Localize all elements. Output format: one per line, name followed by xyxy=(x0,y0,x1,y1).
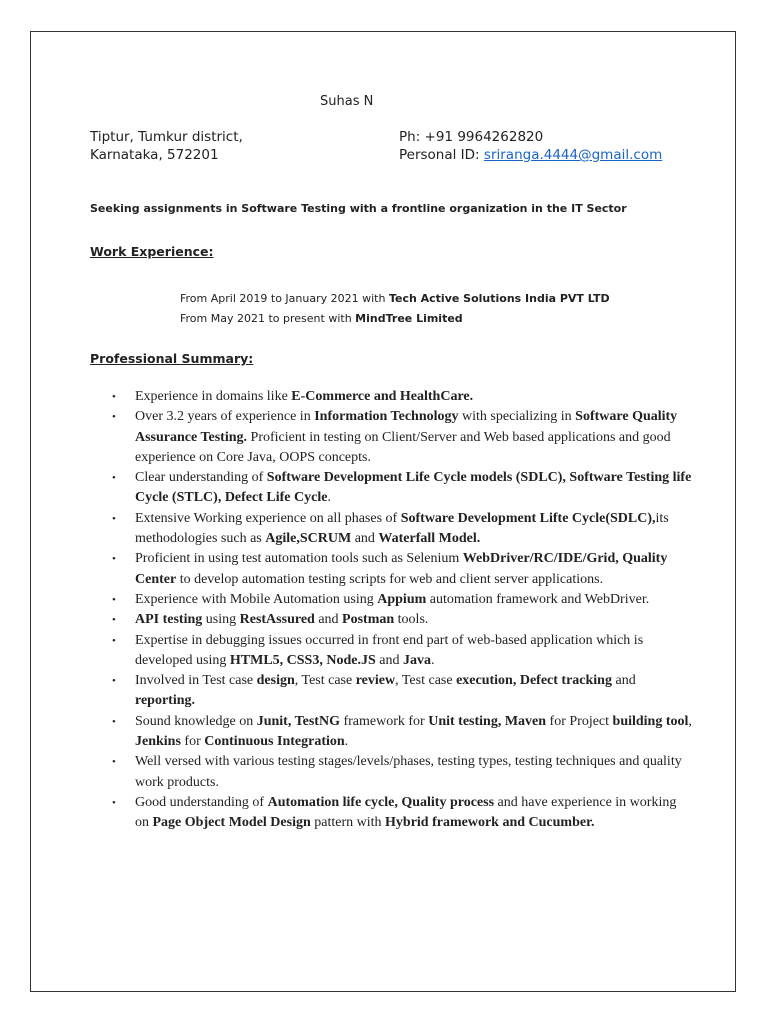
work-experience-entry xyxy=(180,289,610,309)
text: . xyxy=(344,734,349,750)
text: and xyxy=(611,673,636,689)
work-experience-list xyxy=(180,289,610,329)
address-line-1: Tiptur, Tumkur district, xyxy=(90,129,243,145)
bold-text: Page Object Model Design xyxy=(152,815,311,831)
bold-text: Java xyxy=(402,652,431,668)
text: for Project xyxy=(546,713,613,729)
professional-summary-heading: Professional Summary: xyxy=(90,351,254,366)
text: Involved in Test case xyxy=(135,673,257,689)
text: tools. xyxy=(394,612,429,628)
bold-text: design xyxy=(256,673,295,689)
summary-bullet xyxy=(112,468,692,509)
summary-bullet xyxy=(112,387,692,407)
bold-text: Hybrid framework and Cucumber. xyxy=(385,815,595,831)
bold-text: Automation life cycle, Quality process xyxy=(267,794,495,810)
summary-bullet xyxy=(112,509,692,550)
summary-bullet xyxy=(112,752,692,793)
phone-number: Ph: +91 9964262820 xyxy=(399,129,544,145)
bold-text: Assurance Testing. xyxy=(135,429,248,445)
text: for xyxy=(180,734,205,750)
text: , Test case xyxy=(395,673,457,689)
entry-company: Tech Active Solutions India PVT LTD xyxy=(388,292,610,305)
text: Experience with Mobile Automation using xyxy=(135,591,378,607)
summary-bullet xyxy=(112,631,692,672)
bold-text: HTML5, CSS3, Node.JS xyxy=(229,652,376,668)
text: . xyxy=(327,490,331,506)
summary-bullet xyxy=(112,610,692,630)
entry-period: From May 2021 to present with xyxy=(180,312,356,325)
text: , xyxy=(688,713,692,729)
summary-bullet xyxy=(112,590,692,610)
bold-text: building tool xyxy=(612,713,689,729)
text: its methodologies such as xyxy=(135,510,669,547)
text: Experience in domains like xyxy=(135,389,292,404)
text: and xyxy=(314,612,343,628)
email-link[interactable]: sriranga.4444@gmail.com xyxy=(483,147,663,163)
text: Well versed with various testing stages/levels/phases, testing types, testing techniques and quality work products. xyxy=(135,754,682,790)
text: Proficient in using test automation tools such as Selenium xyxy=(135,551,463,567)
bold-text: review xyxy=(355,673,396,689)
bold-text: Software Development Life Cycle models (SDLC), Software Testing life Cycle (STLC), Defect Life Cycle xyxy=(135,470,692,506)
bold-text: API testing xyxy=(135,612,203,628)
bold-text: Software Quality xyxy=(575,409,678,425)
text: Proficient in testing on Client/Server and Web based applications and good experience on Core Java, OOPS concepts. xyxy=(135,429,671,465)
bold-text: Software Development Lifte Cycle(SDLC), xyxy=(400,510,656,526)
bold-text: Jenkins xyxy=(135,734,181,750)
address-line-2: Karnataka, 572201 xyxy=(90,147,219,163)
text: and xyxy=(375,652,403,668)
bold-text: Information Technology xyxy=(314,409,459,425)
summary-bullet xyxy=(112,549,692,590)
summary-bullet xyxy=(112,793,692,834)
personal-id-line xyxy=(399,146,662,164)
text: Over 3.2 years of experience in xyxy=(135,409,315,425)
work-experience-entry xyxy=(180,309,610,329)
summary-bullet xyxy=(112,671,692,712)
entry-company: MindTree Limited xyxy=(355,312,463,325)
bold-text: WebDriver/RC/IDE/Grid, Quality Center xyxy=(135,551,668,587)
text: automation framework and WebDriver. xyxy=(426,591,650,607)
summary-bullet xyxy=(112,407,692,468)
summary-bullet xyxy=(112,712,692,753)
text: Expertise in debugging issues occurred in front end part of web-based application which is developed using xyxy=(135,632,644,668)
bold-text: RestAssured xyxy=(239,612,315,628)
bold-text: Junit, TestNG xyxy=(256,713,340,729)
bold-text: Appium xyxy=(377,591,427,607)
bold-text: Agile,SCRUM xyxy=(265,531,352,547)
candidate-name: Suhas N xyxy=(320,94,374,109)
professional-summary-list xyxy=(112,387,692,834)
text: Sound knowledge on xyxy=(135,713,257,729)
text: . xyxy=(430,652,435,668)
text: with specializing in xyxy=(458,409,576,425)
text: framework for xyxy=(339,713,429,729)
address-block xyxy=(90,128,243,164)
career-objective: Seeking assignments in Software Testing with a frontline organization in the IT Sector xyxy=(90,202,627,215)
entry-period: From April 2019 to January 2021 with xyxy=(180,292,389,305)
bold-text: Unit testing, Maven xyxy=(428,713,547,729)
work-experience-heading: Work Experience: xyxy=(90,244,214,259)
text: using xyxy=(202,612,240,628)
text: Extensive Working experience on all phases of xyxy=(135,510,401,526)
bold-text: reporting. xyxy=(135,693,196,709)
text: Good understanding of xyxy=(135,794,268,810)
text: , Test case xyxy=(294,673,356,689)
text: and have experience in working on xyxy=(135,794,677,831)
text: and xyxy=(351,531,379,547)
bold-text: E-Commerce and HealthCare. xyxy=(291,389,474,404)
bold-text: Continuous Integration xyxy=(204,734,345,750)
bold-text: execution, Defect tracking xyxy=(456,673,612,689)
bold-text: Waterfall Model. xyxy=(378,531,481,547)
text: to develop automation testing scripts for web and client server applications. xyxy=(176,571,604,587)
text: Clear understanding of xyxy=(135,470,267,486)
contact-block xyxy=(399,128,662,164)
personal-id-label: Personal ID: xyxy=(399,147,484,163)
text: pattern with xyxy=(310,815,386,831)
bold-text: Postman xyxy=(342,612,395,628)
